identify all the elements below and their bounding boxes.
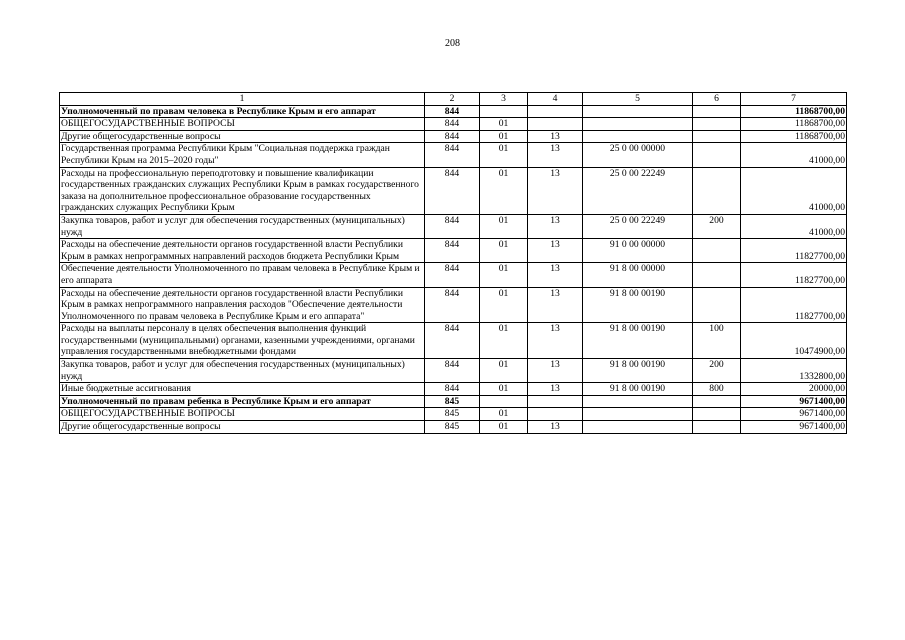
cell-pr: 13 xyxy=(528,359,583,383)
cell-amount: 9671400,00 xyxy=(741,421,847,434)
table-row xyxy=(60,359,847,383)
cell-rz: 01 xyxy=(480,143,528,167)
cell-rz: 01 xyxy=(480,421,528,434)
cell-csr xyxy=(583,395,693,408)
cell-csr: 25 0 00 22249 xyxy=(583,214,693,238)
cell-csr xyxy=(583,118,693,131)
cell-csr xyxy=(583,130,693,143)
cell-pr: 13 xyxy=(528,214,583,238)
cell-pr: 13 xyxy=(528,239,583,263)
page-number: 208 xyxy=(445,38,460,49)
cell-rz xyxy=(480,395,528,408)
cell-amount: 41000,00 xyxy=(741,167,847,214)
cell-rz: 01 xyxy=(480,383,528,396)
cell-pr: 13 xyxy=(528,130,583,143)
header-cell-name: 1 xyxy=(60,93,425,106)
cell-grbs: 844 xyxy=(425,383,480,396)
cell-vr xyxy=(693,263,741,287)
cell-vr xyxy=(693,167,741,214)
cell-vr: 200 xyxy=(693,214,741,238)
cell-vr: 200 xyxy=(693,359,741,383)
header-cell-grbs: 2 xyxy=(425,93,480,106)
cell-amount: 9671400,00 xyxy=(741,395,847,408)
cell-name: Иные бюджетные ассигнования xyxy=(60,383,425,396)
header-cell-pr: 4 xyxy=(528,93,583,106)
cell-pr xyxy=(528,408,583,421)
cell-vr xyxy=(693,118,741,131)
cell-rz: 01 xyxy=(480,214,528,238)
header-row xyxy=(60,93,847,106)
cell-grbs: 844 xyxy=(425,239,480,263)
table-row xyxy=(60,118,847,131)
cell-pr xyxy=(528,105,583,118)
cell-grbs: 844 xyxy=(425,130,480,143)
cell-grbs: 844 xyxy=(425,287,480,323)
cell-csr xyxy=(583,421,693,434)
cell-name: Обеспечение деятельности Уполномоченного по правам человека в Республике Крым и его аппарата xyxy=(60,263,425,287)
cell-grbs: 844 xyxy=(425,359,480,383)
cell-pr: 13 xyxy=(528,323,583,359)
cell-csr: 91 8 00 00190 xyxy=(583,287,693,323)
cell-rz: 01 xyxy=(480,287,528,323)
cell-name: Расходы на профессиональную переподготовку и повышение квалификации государственных гражданских служащих Республики Крым в рамках государственного заказа на дополнительное профессиональное образование государственных гражданских служащих Республики Крым xyxy=(60,167,425,214)
cell-vr xyxy=(693,287,741,323)
cell-csr: 91 8 00 00190 xyxy=(583,383,693,396)
cell-name: Уполномоченный по правам человека в Республике Крым и его аппарат xyxy=(60,105,425,118)
cell-rz: 01 xyxy=(480,239,528,263)
cell-grbs: 844 xyxy=(425,143,480,167)
cell-vr xyxy=(693,395,741,408)
cell-csr xyxy=(583,408,693,421)
cell-amount: 10474900,00 xyxy=(741,323,847,359)
cell-vr xyxy=(693,130,741,143)
cell-grbs: 845 xyxy=(425,408,480,421)
cell-pr: 13 xyxy=(528,143,583,167)
cell-rz: 01 xyxy=(480,263,528,287)
cell-rz: 01 xyxy=(480,130,528,143)
cell-name: ОБЩЕГОСУДАРСТВЕННЫЕ ВОПРОСЫ xyxy=(60,408,425,421)
table-row xyxy=(60,239,847,263)
table-row xyxy=(60,263,847,287)
cell-csr: 25 0 00 22249 xyxy=(583,167,693,214)
cell-pr: 13 xyxy=(528,167,583,214)
cell-name: Другие общегосударственные вопросы xyxy=(60,130,425,143)
cell-amount: 41000,00 xyxy=(741,214,847,238)
cell-vr xyxy=(693,408,741,421)
cell-name: Расходы на выплаты персоналу в целях обеспечения выполнения функций государственными (муниципальными) органами, казенными учреждениями, органами управления государственными внебюджетными фондами xyxy=(60,323,425,359)
cell-name: Другие общегосударственные вопросы xyxy=(60,421,425,434)
table-row xyxy=(60,395,847,408)
cell-amount: 41000,00 xyxy=(741,143,847,167)
cell-amount: 9671400,00 xyxy=(741,408,847,421)
cell-csr: 91 0 00 00000 xyxy=(583,239,693,263)
cell-pr: 13 xyxy=(528,263,583,287)
header-cell-vr: 6 xyxy=(693,93,741,106)
cell-csr: 91 8 00 00190 xyxy=(583,359,693,383)
table-row xyxy=(60,383,847,396)
cell-rz: 01 xyxy=(480,167,528,214)
table-row xyxy=(60,143,847,167)
cell-vr xyxy=(693,239,741,263)
cell-csr: 25 0 00 00000 xyxy=(583,143,693,167)
cell-csr: 91 8 00 00190 xyxy=(583,323,693,359)
cell-rz: 01 xyxy=(480,359,528,383)
cell-csr xyxy=(583,105,693,118)
budget-table xyxy=(59,92,847,434)
table-row xyxy=(60,214,847,238)
cell-vr xyxy=(693,105,741,118)
cell-grbs: 844 xyxy=(425,263,480,287)
cell-name: Расходы на обеспечение деятельности органов государственной власти Республики Крым в рамках непрограммного направления расходов "Обеспечение деятельности Уполномоченного по правам человека в Республике Крым и его аппарата" xyxy=(60,287,425,323)
cell-vr xyxy=(693,143,741,167)
cell-amount: 11868700,00 xyxy=(741,118,847,131)
cell-amount: 11868700,00 xyxy=(741,105,847,118)
cell-grbs: 844 xyxy=(425,214,480,238)
cell-amount: 20000,00 xyxy=(741,383,847,396)
cell-amount: 11827700,00 xyxy=(741,263,847,287)
cell-pr: 13 xyxy=(528,287,583,323)
cell-rz: 01 xyxy=(480,408,528,421)
cell-grbs: 844 xyxy=(425,105,480,118)
cell-grbs: 844 xyxy=(425,167,480,214)
cell-name: Государственная программа Республики Крым "Социальная поддержка граждан Республики Крым на 2015–2020 годы" xyxy=(60,143,425,167)
table-row xyxy=(60,167,847,214)
cell-pr: 13 xyxy=(528,421,583,434)
table-row xyxy=(60,408,847,421)
cell-name: Расходы на обеспечение деятельности органов государственной власти Республики Крым в рамках непрограммных направлений расходов бюджета Республики Крым xyxy=(60,239,425,263)
cell-name: Закупка товаров, работ и услуг для обеспечения государственных (муниципальных) нужд xyxy=(60,214,425,238)
cell-amount: 11827700,00 xyxy=(741,287,847,323)
table-row xyxy=(60,323,847,359)
table-row xyxy=(60,105,847,118)
cell-amount: 11827700,00 xyxy=(741,239,847,263)
cell-pr: 13 xyxy=(528,383,583,396)
cell-csr: 91 8 00 00000 xyxy=(583,263,693,287)
cell-rz xyxy=(480,105,528,118)
cell-grbs: 845 xyxy=(425,395,480,408)
table-row xyxy=(60,287,847,323)
cell-amount: 1332800,00 xyxy=(741,359,847,383)
table-row xyxy=(60,130,847,143)
cell-grbs: 845 xyxy=(425,421,480,434)
header-cell-amount: 7 xyxy=(741,93,847,106)
cell-vr: 100 xyxy=(693,323,741,359)
header-cell-rz: 3 xyxy=(480,93,528,106)
cell-vr: 800 xyxy=(693,383,741,396)
cell-amount: 11868700,00 xyxy=(741,130,847,143)
cell-grbs: 844 xyxy=(425,323,480,359)
cell-rz: 01 xyxy=(480,323,528,359)
cell-name: Закупка товаров, работ и услуг для обеспечения государственных (муниципальных) нужд xyxy=(60,359,425,383)
table-row xyxy=(60,421,847,434)
header-cell-csr: 5 xyxy=(583,93,693,106)
cell-vr xyxy=(693,421,741,434)
cell-rz: 01 xyxy=(480,118,528,131)
cell-name: Уполномоченный по правам ребенка в Республике Крым и его аппарат xyxy=(60,395,425,408)
cell-pr xyxy=(528,118,583,131)
cell-grbs: 844 xyxy=(425,118,480,131)
cell-pr xyxy=(528,395,583,408)
cell-name: ОБЩЕГОСУДАРСТВЕННЫЕ ВОПРОСЫ xyxy=(60,118,425,131)
